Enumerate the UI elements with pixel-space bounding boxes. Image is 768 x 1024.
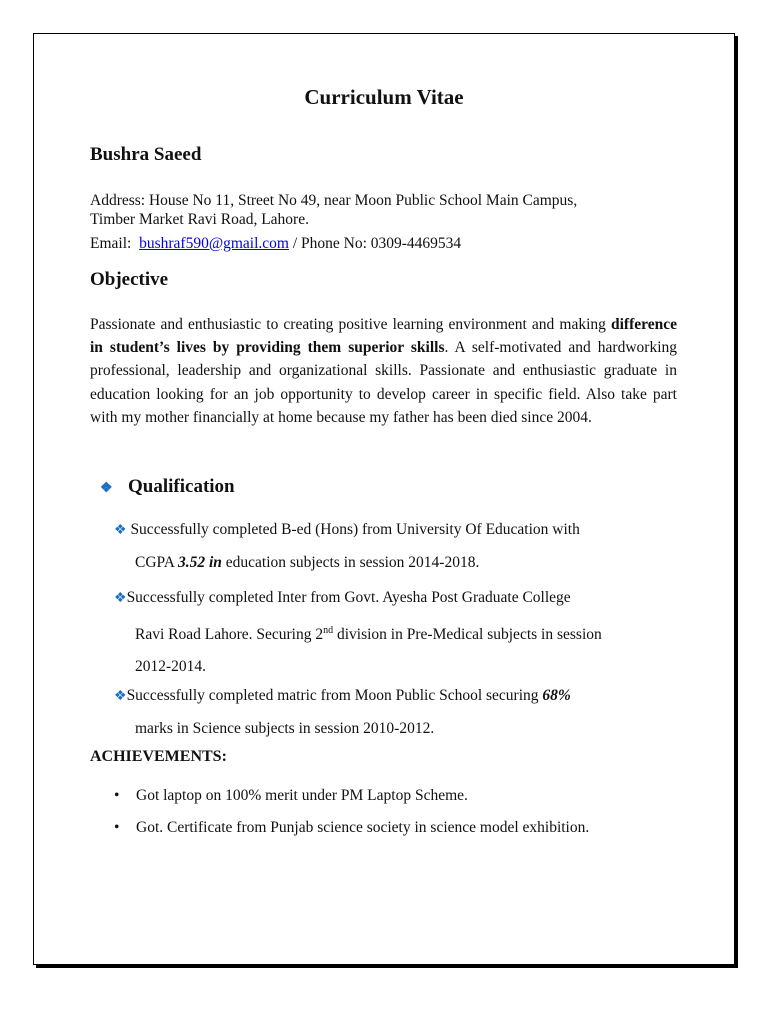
document-title: Curriculum Vitae xyxy=(304,85,464,109)
item-text: CGPA 3.52 in education subjects in session 2014-2018. xyxy=(135,554,480,571)
bullet-icon: • xyxy=(114,819,120,836)
item-text: 2012-2014. xyxy=(135,658,207,676)
achievement-item xyxy=(114,787,468,805)
objective-heading: Objective xyxy=(90,269,169,290)
contact-block xyxy=(90,191,690,253)
diamond-bullet-icon: ❖ xyxy=(114,689,127,704)
achievement-item xyxy=(114,819,589,837)
objective-text xyxy=(90,313,677,429)
candidate-name: Bushra Saeed xyxy=(90,144,202,165)
phone: / Phone No: 0309-4469534 xyxy=(288,235,462,252)
item-text: Successfully completed matric from Moon Public School securing xyxy=(126,687,543,704)
objective-text-b: . A self-motivated and hardworking professional, leadership and organizational skills. Passionate and enthusiastic graduate in education looking for an job opportunity to develop career in specific field. Also take part with my mother financially at home because my father has been died since 2004. xyxy=(90,339,677,426)
qualification-item: ❖Successfully completed matric from Moon Public School securing 68% marks in Science subjects in session 2010-2012. xyxy=(114,680,674,745)
email-label: Email: xyxy=(90,235,132,252)
address-line: Address: House No 11, Street No 49, near Moon Public School Main Campus, xyxy=(90,192,578,209)
objective-text-bold: difference in student’s lives by providing them superior skills xyxy=(90,316,677,357)
diamond-bullet-icon: ❖ xyxy=(100,481,113,496)
diamond-bullet-icon: ❖ xyxy=(114,523,127,538)
item-text: Ravi Road Lahore. Securing 2nd division in Pre-Medical subjects in session xyxy=(135,625,602,644)
qualification-item xyxy=(114,514,674,579)
address-line: Timber Market Ravi Road, Lahore. xyxy=(90,211,309,228)
email-link[interactable]: bushraf590@gmail.com xyxy=(139,235,289,252)
bullet-icon: • xyxy=(114,787,120,804)
qualification-label: Qualification xyxy=(128,476,235,497)
diamond-bullet-icon: ❖ xyxy=(114,591,127,606)
item-text: Successfully completed B-ed (Hons) from University Of Education with xyxy=(126,521,580,538)
item-text: marks in Science subjects in session 2010-2012. xyxy=(135,720,435,737)
achievements-heading: ACHIEVEMENTS: xyxy=(90,748,227,765)
achievement-text: Got laptop on 100% merit under PM Laptop Scheme. xyxy=(136,787,468,804)
achievement-text: Got. Certificate from Punjab science society in science model exhibition. xyxy=(136,819,590,836)
item-text: Successfully completed Inter from Govt. Ayesha Post Graduate College xyxy=(126,589,571,606)
qualification-item xyxy=(114,582,674,683)
objective-text-a: Passionate and enthusiastic to creating positive learning environment and making xyxy=(90,316,611,333)
qualification-heading xyxy=(100,476,235,498)
